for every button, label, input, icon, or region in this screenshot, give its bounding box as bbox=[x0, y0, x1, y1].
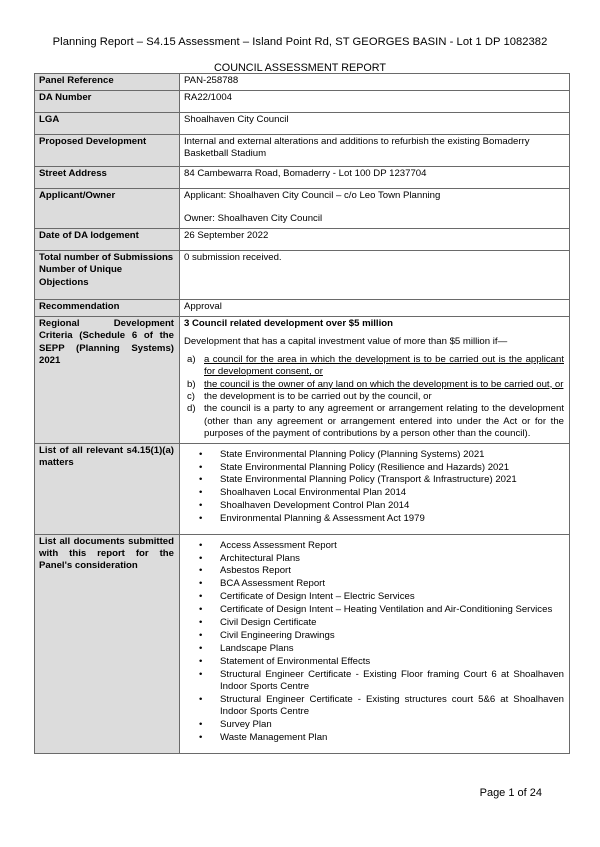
document-item: • Waste Management Plan bbox=[184, 732, 564, 744]
table-row bbox=[35, 113, 570, 135]
submissions-value: 0 submission received. bbox=[180, 251, 570, 300]
page-number: Page 1 of 24 bbox=[479, 787, 542, 799]
document-item: • Structural Engineer Certificate - Existing structures court 5&6 at Shoalhaven Indoor Sports Centre bbox=[184, 694, 564, 719]
report-title: COUNCIL ASSESSMENT REPORT bbox=[214, 62, 386, 74]
matters-value bbox=[180, 443, 570, 534]
table-row bbox=[35, 135, 570, 167]
criteria-item-marker: d) bbox=[187, 403, 196, 415]
table-row bbox=[35, 91, 570, 113]
criteria-list bbox=[184, 354, 564, 441]
criteria-item bbox=[184, 379, 564, 391]
table-row bbox=[35, 189, 570, 229]
submissions-label: Total number of Submissions Number of Unique Objections bbox=[35, 251, 180, 300]
document-item: • Architectural Plans bbox=[184, 553, 564, 565]
document-item: • Survey Plan bbox=[184, 719, 564, 731]
date-lodgement-label: Date of DA lodgement bbox=[35, 229, 180, 251]
table-row bbox=[35, 74, 570, 91]
document-item: • Civil Engineering Drawings bbox=[184, 630, 564, 642]
recommendation-label: Recommendation bbox=[35, 300, 180, 317]
documents-list bbox=[184, 540, 564, 745]
document-item: • BCA Assessment Report bbox=[184, 578, 564, 590]
criteria-item-text: a council for the area in which the development is to be carried out is the applicant for development consent, or bbox=[204, 353, 564, 378]
lga-value: Shoalhaven City Council bbox=[180, 113, 570, 135]
criteria-heading: 3 Council related development over $5 million bbox=[184, 318, 393, 329]
table-row bbox=[35, 251, 570, 300]
criteria-item-text: the development is to be carried out by the council, or bbox=[204, 391, 432, 403]
table-row bbox=[35, 167, 570, 189]
matters-item: • State Environmental Planning Policy (Transport & Infrastructure) 2021 bbox=[184, 474, 564, 486]
panel-reference-value: PAN-258788 bbox=[180, 74, 570, 91]
matters-label: List of all relevant s4.15(1)(a) matters bbox=[35, 443, 180, 534]
criteria-label: Regional Development Criteria (Schedule 6 of the SEPP (Planning Systems) 2021 bbox=[35, 317, 180, 444]
documents-value bbox=[180, 534, 570, 753]
document-item: • Structural Engineer Certificate - Existing Floor framing Court 6 at Shoalhaven Indoor Sports Centre bbox=[184, 669, 564, 694]
da-number-label: DA Number bbox=[35, 91, 180, 113]
da-number-value: RA22/1004 bbox=[180, 91, 570, 113]
matters-item: • Environmental Planning & Assessment Act 1979 bbox=[184, 513, 564, 525]
panel-reference-label: Panel Reference bbox=[35, 74, 180, 91]
applicant-text: Applicant: Shoalhaven City Council – c/o Leo Town Planning bbox=[184, 190, 441, 201]
document-item: • Certificate of Design Intent – Heating Ventilation and Air-Conditioning Services bbox=[184, 604, 564, 616]
criteria-intro: Development that has a capital investment value of more than $5 million if— bbox=[184, 336, 508, 348]
proposed-development-label: Proposed Development bbox=[35, 135, 180, 167]
table-row bbox=[35, 317, 570, 444]
table-row bbox=[35, 300, 570, 317]
document-item: • Asbestos Report bbox=[184, 565, 564, 577]
applicant-owner-label: Applicant/Owner bbox=[35, 189, 180, 229]
document-item: • Landscape Plans bbox=[184, 643, 564, 655]
document-item: • Access Assessment Report bbox=[184, 540, 564, 552]
criteria-value bbox=[180, 317, 570, 444]
matters-list bbox=[184, 449, 564, 526]
criteria-item bbox=[184, 354, 564, 379]
applicant-owner-value bbox=[180, 189, 570, 229]
document-item: • Civil Design Certificate bbox=[184, 617, 564, 629]
criteria-item bbox=[184, 391, 564, 403]
street-address-value: 84 Cambewarra Road, Bomaderry - Lot 100 DP 1237704 bbox=[180, 167, 570, 189]
matters-item: • State Environmental Planning Policy (Planning Systems) 2021 bbox=[184, 449, 564, 461]
criteria-item-marker: b) bbox=[187, 378, 196, 390]
criteria-item bbox=[184, 403, 564, 440]
page-header: Planning Report – S4.15 Assessment – Island Point Rd, ST GEORGES BASIN - Lot 1 DP 1082382 bbox=[52, 36, 548, 48]
matters-item: • Shoalhaven Development Control Plan 2014 bbox=[184, 500, 564, 512]
document-item: • Statement of Environmental Effects bbox=[184, 656, 564, 668]
table-row bbox=[35, 534, 570, 753]
table-row bbox=[35, 443, 570, 534]
criteria-item-marker: c) bbox=[187, 391, 195, 403]
lga-label: LGA bbox=[35, 113, 180, 135]
criteria-item-text: the council is a party to any agreement or arrangement relating to the development (other than any agreement or arrangement entered into under the Act or for the purposes of the payment of contributions by a person other than the council). bbox=[204, 403, 564, 440]
documents-label: List all documents submitted with this report for the Panel's consideration bbox=[35, 534, 180, 753]
criteria-item-text: the council is the owner of any land on which the development is to be carried out, or bbox=[204, 378, 564, 390]
matters-item: • Shoalhaven Local Environmental Plan 2014 bbox=[184, 487, 564, 499]
matters-item: • State Environmental Planning Policy (Resilience and Hazards) 2021 bbox=[184, 462, 564, 474]
criteria-item-marker: a) bbox=[187, 353, 196, 365]
table-row bbox=[35, 229, 570, 251]
document-item: • Certificate of Design Intent – Electric Services bbox=[184, 591, 564, 603]
owner-text: Owner: Shoalhaven City Council bbox=[184, 213, 323, 225]
date-lodgement-value: 26 September 2022 bbox=[180, 229, 570, 251]
street-address-label: Street Address bbox=[35, 167, 180, 189]
proposed-development-value: Internal and external alterations and additions to refurbish the existing Bomaderry Basketball Stadium bbox=[180, 135, 570, 167]
assessment-table bbox=[34, 73, 570, 754]
recommendation-value: Approval bbox=[180, 300, 570, 317]
